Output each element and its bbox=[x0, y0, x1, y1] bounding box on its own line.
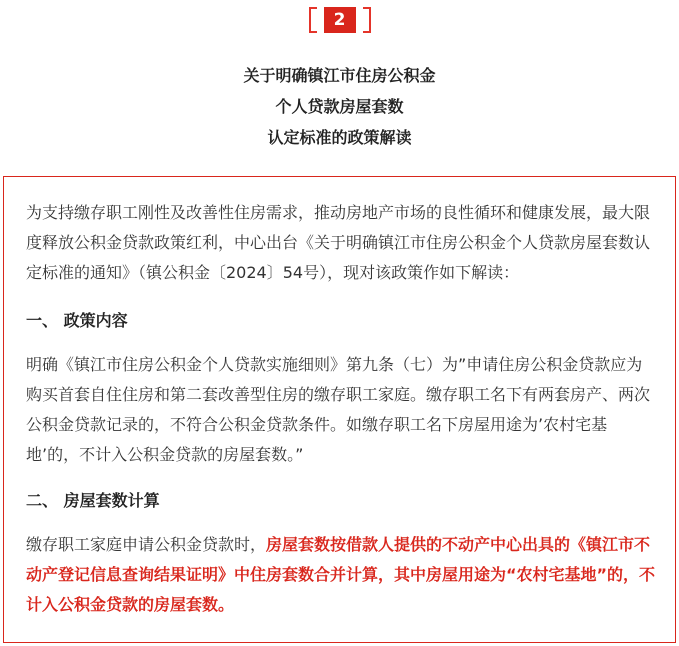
section-number: 2 bbox=[324, 7, 356, 33]
section-2-highlight-text: 房屋套数按借款人提供的不动产中心出具的《镇江市不动产登记信息查询结果证明》中住房套数合并计算，其中房屋用途为“农村宅基地”的，不计入公积金贷款的房屋套数。 bbox=[26, 535, 656, 614]
title-line-2: 个人贷款房屋套数 bbox=[275, 97, 404, 116]
title-line-3: 认定标准的政策解读 bbox=[267, 128, 412, 147]
policy-content bbox=[26, 198, 656, 620]
policy-content-card bbox=[3, 176, 676, 643]
title-line-1: 关于明确镇江市住房公积金 bbox=[243, 66, 436, 85]
section-2-plain-text: 缴存职工家庭申请公积金贷款时， bbox=[26, 535, 267, 554]
section-1-heading: 一、 政策内容 bbox=[26, 311, 128, 330]
section-1-paragraph: 明确《镇江市住房公积金个人贷款实施细则》第九条（七）为”申请住房公积金贷款应为购买首套自住住房和第二套改善型住房的缴存职工家庭。缴存职工名下有两套房产、两次公积金贷款记录的，不符合公积金贷款条件。如缴存职工名下房屋用途为’农村宅基地’的，不计入公积金贷款的房屋套数。” bbox=[26, 355, 651, 464]
right-bracket-decoration bbox=[363, 7, 371, 33]
article-title bbox=[0, 60, 679, 153]
section-number-badge bbox=[0, 7, 679, 33]
section-2-paragraph bbox=[26, 530, 656, 620]
intro-paragraph: 为支持缴存职工刚性及改善性住房需求，推动房地产市场的良性循环和健康发展，最大限度释放公积金贷款政策红利，中心出台《关于明确镇江市住房公积金个人贷款房屋套数认定标准的通知》（镇公积金〔2024〕54号），现对该政策作如下解读： bbox=[26, 203, 651, 282]
section-2-heading: 二、 房屋套数计算 bbox=[26, 491, 160, 510]
left-bracket-decoration bbox=[309, 7, 317, 33]
